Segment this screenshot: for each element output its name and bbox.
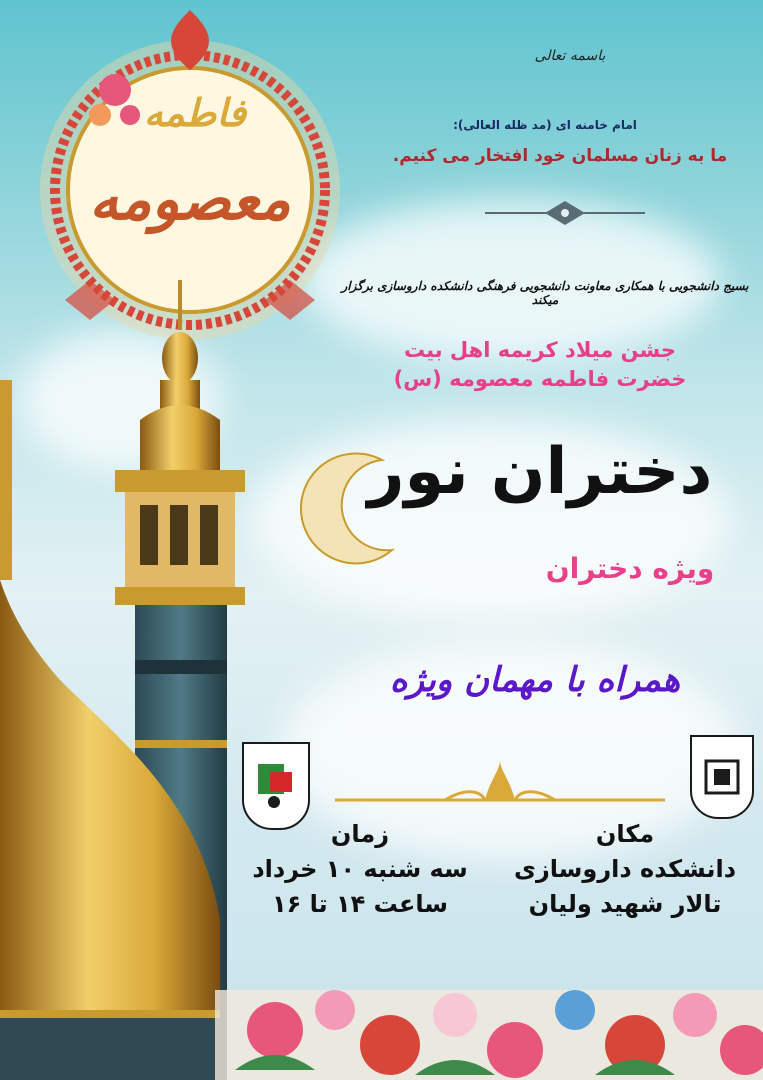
event-name: دختران نور bbox=[367, 435, 713, 509]
place-label: مکان bbox=[595, 820, 655, 848]
place-hall: تالار شهید ولیان bbox=[528, 890, 722, 918]
shrine-illustration bbox=[0, 280, 250, 1080]
gold-ornament bbox=[335, 760, 665, 810]
imam-attribution: امام خامنه ای (مد ظله العالی): bbox=[453, 118, 637, 132]
emblem-calligraphy-secondary: فاطمه bbox=[143, 90, 247, 135]
basmala: باسمه تعالی bbox=[534, 48, 606, 64]
place-faculty: دانشکده داروسازی bbox=[513, 855, 737, 883]
university-logo bbox=[690, 735, 754, 819]
special-guest-note: همراه با مهمان ویژه bbox=[389, 660, 681, 700]
time-date: سه شنبه ۱۰ خرداد bbox=[252, 855, 468, 883]
ornament-divider bbox=[485, 198, 645, 228]
time-hours: ساعت ۱۴ تا ۱۶ bbox=[271, 890, 449, 918]
basij-logo bbox=[242, 742, 310, 830]
time-label: زمان bbox=[330, 820, 390, 848]
flower-border bbox=[215, 950, 763, 1080]
event-audience: ویژه دختران bbox=[545, 552, 715, 585]
organizer-line: بسیج دانشجویی با همکاری معاونت دانشجویی فرهنگی دانشکده داروسازی برگزار میکند bbox=[341, 279, 749, 307]
imam-quote: ما به زنان مسلمان خود افتخار می کنیم. bbox=[392, 146, 728, 166]
emblem-calligraphy: معصومه bbox=[89, 165, 291, 233]
event-title-line2: خضرت فاطمه معصومه (س) bbox=[393, 367, 687, 391]
event-title-line1: جشن میلاد کریمه اهل بیت bbox=[403, 338, 677, 362]
